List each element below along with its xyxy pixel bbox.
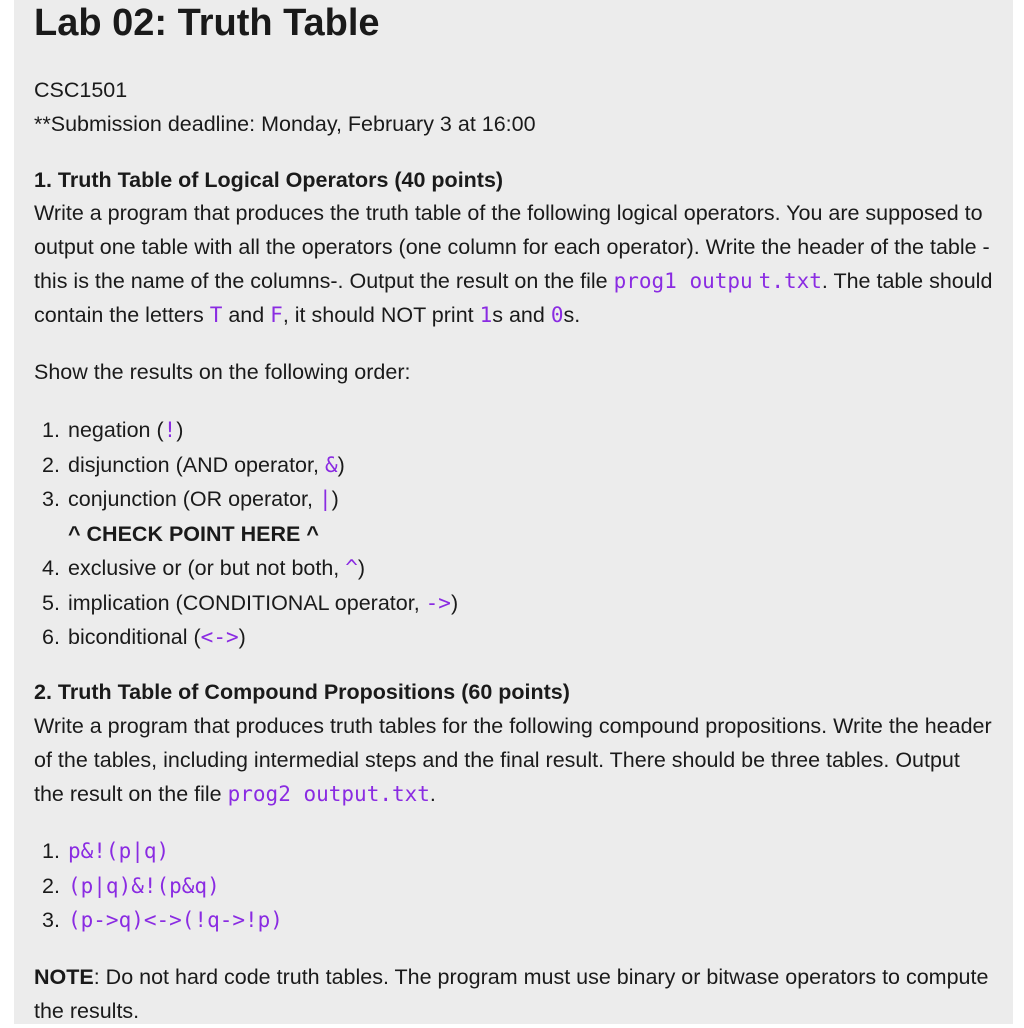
- digit-one: 1: [479, 303, 493, 327]
- proposition-formula: (p|q)&!(p&q): [68, 873, 220, 898]
- list-item: 2. (p|q)&!(p&q): [42, 873, 220, 898]
- section1-description: [34, 196, 994, 332]
- list-item: 3. (p->q)<->(!q->!p): [42, 908, 283, 932]
- section2-text-1: Write a program that produces truth tables for the following compound propositions. Write the header of the tables, including intermedial steps and the final result. There should be three tables. Output the result on the file: [34, 714, 992, 806]
- proposition-formula: p&!(p|q): [68, 839, 170, 863]
- output-file-name: prog2 output.txt: [227, 782, 430, 806]
- digit-zero: 0: [550, 303, 564, 327]
- and-operator: &: [324, 452, 338, 477]
- output-file-name-part1: prog1 outpu: [613, 269, 753, 293]
- page-title: Lab 02: Truth Table: [34, 2, 380, 44]
- biconditional-operator: <->: [200, 625, 239, 649]
- section1-text-4: , it should NOT print: [282, 303, 480, 327]
- list-item: 6. biconditional (<->): [42, 625, 246, 649]
- order-intro: Show the results on the following order:: [34, 360, 411, 384]
- section1-text-5: s and: [492, 303, 551, 327]
- negation-operator: !: [163, 418, 177, 442]
- section2-heading: 2. Truth Table of Compound Propositions (60 points): [34, 680, 570, 704]
- proposition-list: [42, 834, 283, 938]
- proposition-formula: (p->q)<->(!q->!p): [68, 908, 283, 932]
- list-item: 5. implication (CONDITIONAL operator, ->): [42, 590, 459, 615]
- letter-f: F: [270, 303, 283, 327]
- course-code: CSC1501: [34, 78, 128, 102]
- note: [34, 960, 994, 1028]
- xor-operator: ^: [345, 556, 358, 580]
- section1-text-6: s.: [563, 303, 581, 327]
- section2-text-2: .: [429, 782, 436, 806]
- letter-t: T: [209, 303, 223, 327]
- submission-deadline: **Submission deadline: Monday, February 3 at 16:00: [34, 112, 536, 136]
- section1-text-3: and: [222, 303, 271, 327]
- section1-heading: 1. Truth Table of Logical Operators (40 points): [34, 168, 504, 192]
- section2-description: [34, 709, 994, 811]
- note-label: NOTE: [34, 965, 94, 989]
- section1-text-1: Write a program that produces the truth table of the following logical operators. You are supposed to output one table with all the operators (one column for each operator). Write the header of the table - this is the name of the columns-. Output the result on the file: [34, 201, 990, 293]
- operator-list: [42, 413, 458, 655]
- checkpoint-marker: ^ CHECK POINT HERE ^: [68, 521, 319, 546]
- list-item: 1. negation (!): [42, 418, 184, 442]
- list-item: 4. exclusive or (or but not both, ^): [42, 556, 366, 580]
- list-item: 2. disjunction (AND operator, &): [42, 452, 345, 477]
- output-file-name-part2: t.txt: [758, 269, 822, 293]
- implication-operator: ->: [425, 590, 451, 615]
- list-item: 1. p&!(p|q): [42, 839, 170, 863]
- list-item: 3. conjunction (OR operator, |): [42, 487, 339, 511]
- section1-text-2: . The table should contain the letters: [34, 269, 993, 327]
- note-text: : Do not hard code truth tables. The program must use binary or bitwase operators to compute the results.: [34, 965, 989, 1023]
- or-operator: |: [318, 487, 332, 511]
